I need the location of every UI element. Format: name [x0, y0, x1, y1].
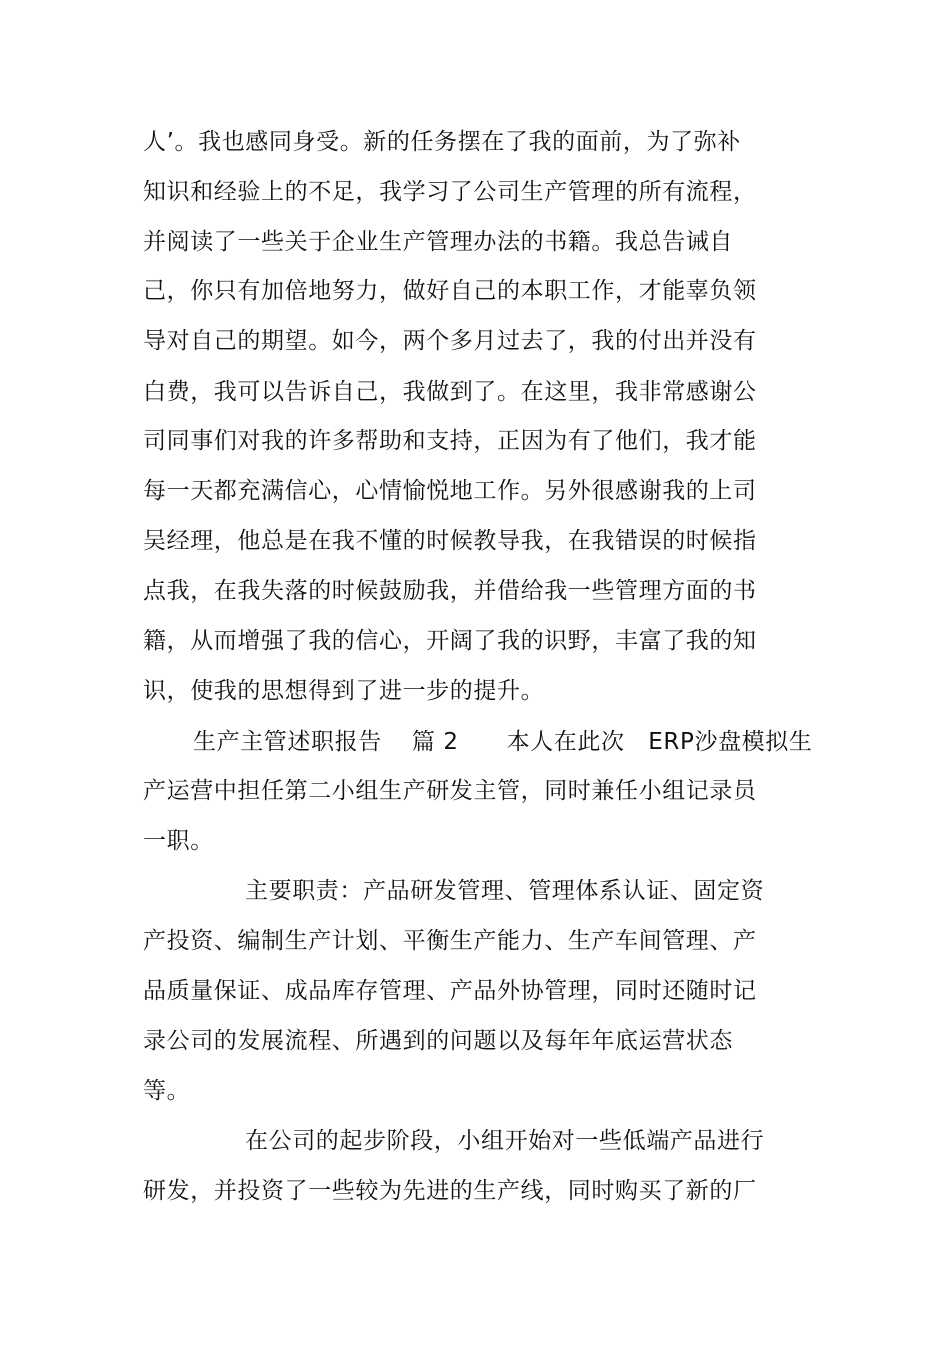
text-line: 一职。	[143, 828, 214, 854]
text-line: 在公司的起步阶段，小组开始对一些低端产品进行	[245, 1128, 765, 1154]
text-line: 司同事们对我的许多帮助和支持，正因为有了他们，我才能	[143, 428, 757, 454]
text-line: 主要职责：产品研发管理、管理体系认证、固定资	[245, 878, 765, 904]
text-line: 研发，并投资了一些较为先进的生产线，同时购买了新的厂	[143, 1178, 757, 1204]
text-line: 知识和经验上的不足，我学习了公司生产管理的所有流程，	[143, 179, 757, 205]
text-line: 等。	[143, 1078, 191, 1104]
text-line: 识，使我的思想得到了进一步的提升。	[143, 678, 545, 704]
text-line: 导对自己的期望。如今，两个多月过去了，我的付出并没有	[143, 328, 757, 354]
text-line: 产投资、编制生产计划、平衡生产能力、生产车间管理、产	[143, 928, 757, 954]
text-line: 人’。我也感同身受。新的任务摆在了我的面前，为了弥补	[143, 129, 741, 155]
section-heading	[193, 727, 812, 757]
text-line: 录公司的发展流程、所遇到的问题以及每年年底运营状态	[143, 1028, 733, 1054]
report-title: 生产主管述职报告	[193, 729, 382, 755]
text-line: 吴经理，他总是在我不懂的时候教导我，在我错误的时候指	[143, 528, 757, 554]
text-line: 白费，我可以告诉自己，我做到了。在这里，我非常感谢公	[143, 379, 757, 405]
text-line: 每一天都充满信心，心情愉悦地工作。另外很感谢我的上司	[143, 478, 757, 504]
text-line: 产运营中担任第二小组生产研发主管，同时兼任小组记录员	[143, 778, 757, 804]
text-line: 品质量保证、成品库存管理、产品外协管理，同时还随时记	[143, 978, 757, 1004]
heading-lead-text: 本人在此次 ERP沙盘模拟生	[506, 729, 813, 755]
text-line: 并阅读了一些关于企业生产管理办法的书籍。我总告诫自	[143, 229, 733, 255]
text-line: 籍，从而增强了我的信心，开阔了我的识野，丰富了我的知	[143, 628, 757, 654]
report-part: 篇 2	[411, 729, 459, 755]
text-line: 点我，在我失落的时候鼓励我，并借给我一些管理方面的书	[143, 578, 757, 604]
text-line: 己，你只有加倍地努力，做好自己的本职工作，才能辜负领	[143, 278, 757, 304]
